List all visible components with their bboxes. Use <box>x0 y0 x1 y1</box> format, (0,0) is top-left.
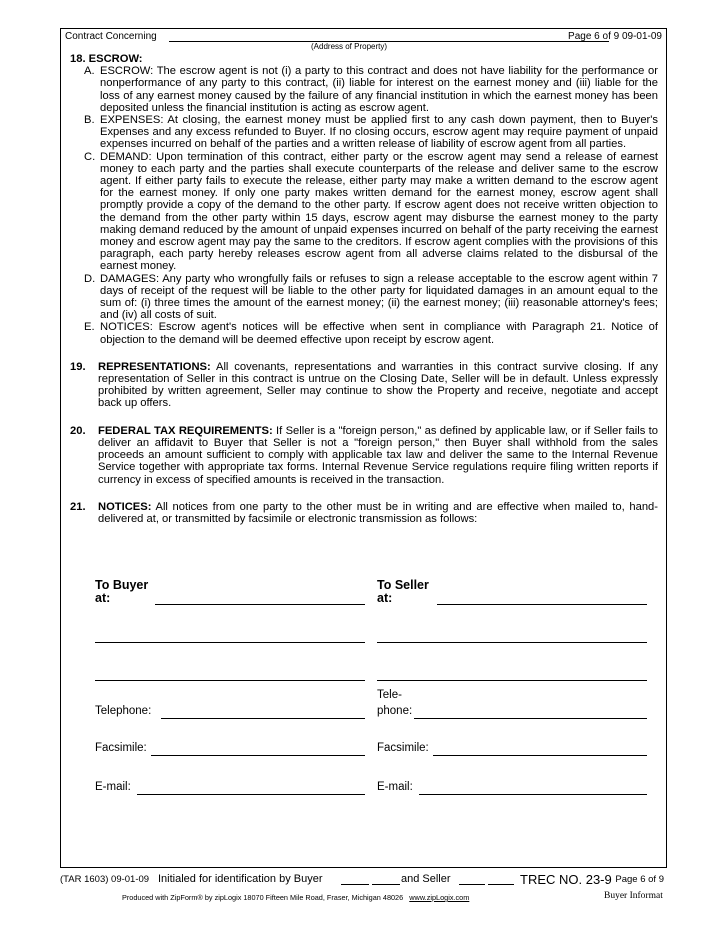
subsection-18b <box>70 114 658 151</box>
buyer-email-field[interactable] <box>137 793 365 795</box>
page-number: Page 6 of 9 09-01-09 <box>568 31 662 42</box>
page-footer <box>60 870 667 887</box>
section-18 <box>70 53 658 346</box>
subsection-text: NOTICES: Escrow agent's notices will be effective when sent in compliance with Paragraph 21. Notice of objection to the demand will be deemed effective upon receipt by escrow agent. <box>100 321 658 346</box>
section-19 <box>70 361 658 410</box>
section-title: NOTICES: <box>98 500 152 513</box>
seller-initial-2[interactable] <box>488 884 514 885</box>
subsection-label: B. <box>84 114 95 127</box>
subsection-label: C. <box>84 150 96 163</box>
buyer-address-line-1[interactable] <box>155 603 365 605</box>
trec-number: TREC NO. 23-9 <box>520 872 612 887</box>
seller-email-field[interactable] <box>419 793 647 795</box>
buyer-facsimile-field[interactable] <box>151 754 365 756</box>
buyer-info-label: Buyer Informat <box>604 891 663 901</box>
seller-telephone-label-2: phone: <box>377 705 413 717</box>
seller-facsimile-label: Facsimile: <box>377 742 429 754</box>
buyer-email-label: E-mail: <box>95 781 131 793</box>
buyer-telephone-field[interactable] <box>161 717 365 719</box>
initialed-label: Initialed for identification by Buyer <box>158 873 323 885</box>
seller-telephone-field[interactable] <box>414 717 647 719</box>
section-number: 21. <box>70 500 86 513</box>
seller-email-label: E-mail: <box>377 781 413 793</box>
subsection-18c <box>70 151 658 273</box>
section-number: 19. <box>70 360 86 373</box>
buyer-initial-1[interactable] <box>341 884 369 885</box>
produced-text: Produced with ZipForm® by zipLogix 18070 Fifteen Mile Road, Fraser, Michigan 48026 <box>122 893 404 902</box>
buyer-initial-2[interactable] <box>372 884 400 885</box>
buyer-address-line-3[interactable] <box>95 679 365 681</box>
section-number: 20. <box>70 424 86 437</box>
footer-page-number: Page 6 of 9 <box>615 874 664 885</box>
buyer-telephone-label: Telephone: <box>95 705 152 717</box>
seller-telephone-label-1: Tele- <box>377 689 402 701</box>
form-code: (TAR 1603) 09-01-09 <box>60 874 150 885</box>
buyer-facsimile-label: Facsimile: <box>95 742 147 754</box>
contract-concerning-label: Contract Concerning <box>65 31 157 42</box>
produced-by <box>122 893 469 902</box>
subsection-18e <box>70 321 658 345</box>
section-title: REPRESENTATIONS: <box>98 360 211 373</box>
to-buyer-title: To Buyer <box>95 578 149 592</box>
subsection-text: ESCROW: The escrow agent is not (i) a party to this contract and does not have liability for the performance or nonperformance of any party to this contract, (ii) liable for interest on the earnest money and (iii) liable for the loss of any earnest money caused by the failure of any financial institution in which the earnest money has been deposited unless the financial institution is acting as escrow agent. <box>100 65 658 114</box>
buyer-at-label: at: <box>95 591 111 605</box>
subsection-text: EXPENSES: At closing, the earnest money must be applied first to any cash down payment, then to Buyer's Expenses and any excess refunded to Buyer. If no closing occurs, escrow agent may require payment of unpaid expenses incurred on behalf of the parties and a written release of liability of escrow agent from all parties. <box>100 114 658 151</box>
seller-facsimile-field[interactable] <box>433 754 647 756</box>
section-20-text <box>98 425 658 486</box>
buyer-address-line-2[interactable] <box>95 641 365 643</box>
section-21-text <box>98 501 658 525</box>
section-body: All covenants, representations and warranties in this contract survive closing. If any representation of Seller in this contract is untrue on the Closing Date, Seller will be in default. Unless expressly prohibited by written agreement, Seller may continue to show the Property and receive, negotiate and accept back up offers. <box>98 360 659 410</box>
subsection-label: A. <box>84 65 95 78</box>
page-header <box>65 31 662 51</box>
property-address-line[interactable] <box>169 41 609 42</box>
section-title: FEDERAL TAX REQUIREMENTS: <box>98 424 273 437</box>
seller-address-line-1[interactable] <box>437 603 647 605</box>
page-frame <box>60 28 667 868</box>
subsection-18a <box>70 65 658 114</box>
subsection-18d <box>70 273 658 322</box>
section-body: All notices from one party to the other must be in writing and are effective when mailed to, hand-delivered at, or transmitted by facsimile or electronic transmission as follows: <box>98 500 658 525</box>
address-caption: (Address of Property) <box>311 42 388 51</box>
subsection-text: DEMAND: Upon termination of this contract, either party or the escrow agent may send a release of earnest money to each party and the parties shall execute counterparts of the release and deliver same to the escrow agent. If either party fails to execute the release, either party may make a written demand to the escrow agent for the earnest money. If only one party makes written demand for the earnest money, escrow agent shall promptly provide a copy of the demand to the other party. If escrow agent does not receive written objection to the demand from the other party within 15 days, escrow agent may disburse the earnest money to the party making demand reduced by the amount of unpaid expenses incurred on behalf of the party receiving the earnest money and escrow agent may pay the same to the creditors. If escrow agent complies with the provisions of this paragraph, each party hereby releases escrow agent from all adverse claims related to the disbursal of the earnest money. <box>100 150 658 273</box>
contract-body <box>70 53 658 525</box>
section-21 <box>70 501 658 525</box>
section-body: If Seller is a "foreign person," as defined by applicable law, or if Seller fails to deliver an affidavit to Buyer that Seller is not a "foreign person," then Buyer shall withhold from the sales proceeds an amount sufficient to comply with applicable tax law and deliver the same to the Internal Revenue Service together with appropriate tax forms. Internal Revenue Service regulations require filing written reports if currency in excess of specified amounts is received in the transaction. <box>98 424 659 486</box>
to-seller-title: To Seller <box>377 578 429 592</box>
seller-address-line-2[interactable] <box>377 641 647 643</box>
subsection-text: DAMAGES: Any party who wrongfully fails or refuses to sign a release acceptable to the escrow agent within 7 days of receipt of the request will be liable to the other party for liquidated damages in an amount equal to the sum of: (i) three times the amount of the earnest money; (ii) the earnest money; (iii) reasonable attorney's fees; and (iv) all costs of suit. <box>100 272 658 322</box>
seller-at-label: at: <box>377 591 393 605</box>
section-19-text <box>98 361 658 410</box>
seller-initial-1[interactable] <box>459 884 485 885</box>
subsection-label: E. <box>84 321 95 334</box>
section-18-title: 18. ESCROW: <box>70 53 143 65</box>
seller-address-line-3[interactable] <box>377 679 647 681</box>
and-seller-label: and Seller <box>401 873 451 885</box>
ziplogix-link[interactable]: www.zipLogix.com <box>409 893 470 902</box>
subsection-label: D. <box>84 272 96 285</box>
section-20 <box>70 425 658 486</box>
